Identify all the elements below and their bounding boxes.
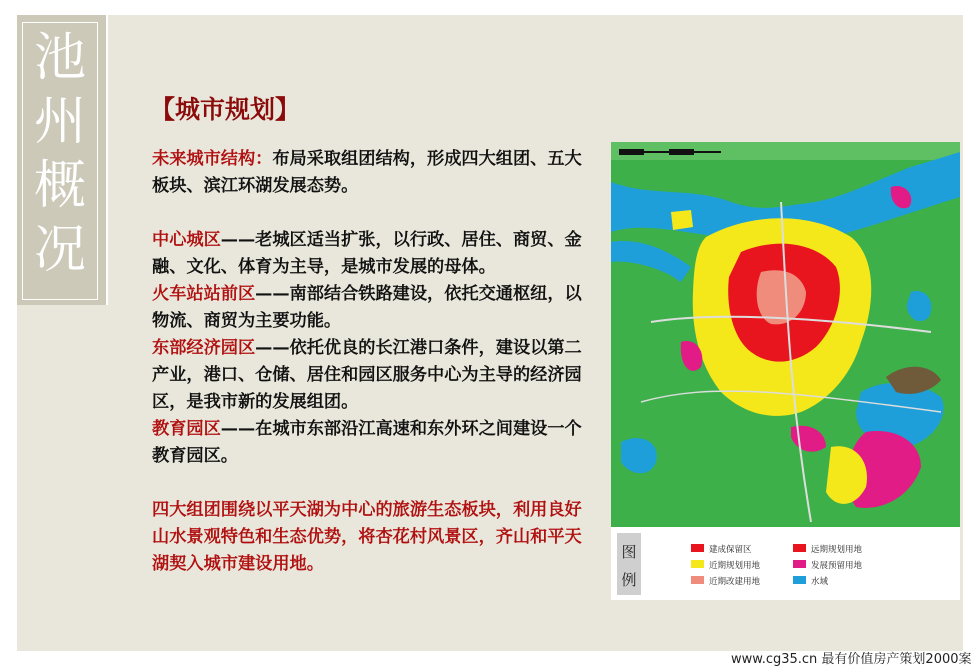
legend-item: 发展预留用地 [811, 561, 863, 571]
legend-title: 图 [621, 543, 637, 561]
legend-item: 近期规划用地 [709, 561, 761, 571]
paragraph-label: 东部经济园区 [152, 338, 256, 358]
section-heading: 【城市规划】 [150, 95, 301, 124]
legend-item: 水域 [811, 577, 829, 587]
title-char: 况 [33, 220, 86, 280]
paragraph-text: ——在城市东部沿江高速和东外环之间建设一个教育园区。 [152, 419, 582, 466]
legend-title: 例 [621, 571, 637, 589]
closing-paragraph: 四大组团围绕以平天湖为中心的旅游生态板块，利用良好山水景观特色和生态优势，将杏花村风景区，齐山和平天湖契入城市建设用地。 [152, 500, 582, 574]
legend-item: 近期改建用地 [709, 577, 761, 587]
paragraph-text: ——依托优良的长江港口条件，建设以第二产业，港口、仓储、居住和园区服务中心为主导的经济园区，是我市新的发展组团。 [152, 338, 582, 412]
footer-credit: www.cg35.cn 最有价值房产策划2000案 [731, 652, 972, 667]
sidebar-title [22, 26, 98, 282]
paragraph-text: ——老城区适当扩张，以行政、居住、商贸、金融、文化、体育为主导，是城市发展的母体。 [152, 230, 582, 277]
title-char: 概 [33, 156, 86, 216]
legend-item: 建成保留区 [709, 545, 752, 555]
paragraph-label: 未来城市结构： [152, 149, 273, 169]
title-char: 州 [33, 92, 86, 152]
paragraph-text: ——南部结合铁路建设，依托交通枢纽，以物流、商贸为主要功能。 [152, 284, 582, 331]
paragraph [152, 146, 588, 200]
divider-line [106, 15, 108, 305]
legend-item: 远期规划用地 [811, 545, 863, 555]
city-plan-map [611, 142, 960, 600]
paragraph [152, 227, 588, 281]
paragraph [152, 335, 588, 416]
paragraph-label: 火车站站前区 [152, 284, 256, 304]
title-char: 池 [33, 28, 86, 88]
paragraph-label: 中心城区 [152, 230, 221, 250]
paragraph [152, 416, 588, 470]
paragraph [152, 281, 588, 335]
body-text [152, 146, 588, 578]
paragraph-text: 布局采取组团结构，形成四大组团、五大板块、滨江环湖发展态势。 [152, 149, 582, 196]
paragraph-label: 教育园区 [152, 419, 221, 439]
